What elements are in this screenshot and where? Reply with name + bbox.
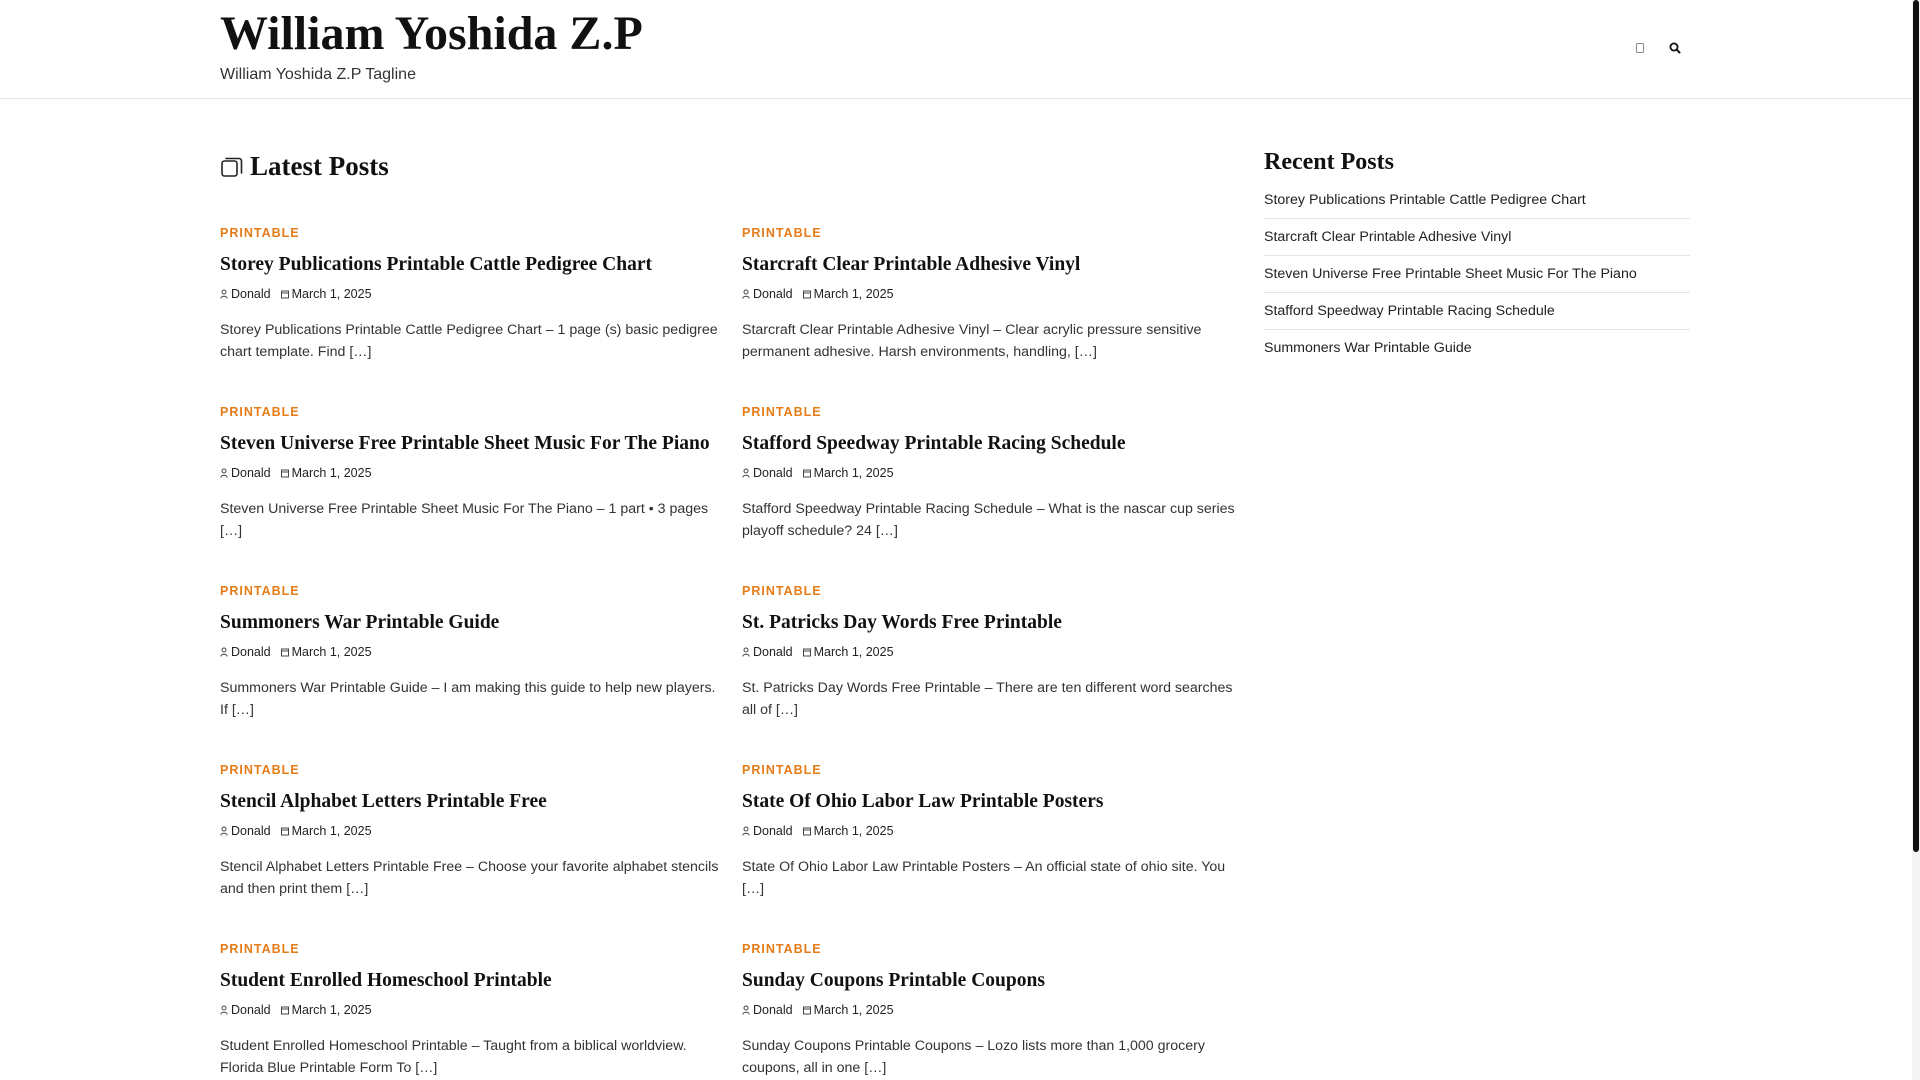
post-author[interactable]	[742, 1002, 793, 1018]
post-date[interactable]	[803, 286, 894, 302]
post-author-name: Donald	[753, 645, 793, 659]
post-title-link[interactable]: Summoners War Printable Guide	[220, 612, 500, 633]
post-title-link[interactable]: Sunday Coupons Printable Coupons	[742, 970, 1045, 991]
post-card	[742, 582, 1242, 721]
post-author[interactable]	[220, 465, 271, 481]
post-meta	[220, 465, 720, 481]
post-author[interactable]	[220, 286, 271, 302]
post-meta	[742, 644, 1242, 660]
post-date-text: March 1, 2025	[291, 466, 372, 480]
user-icon	[742, 289, 750, 299]
post-author-name: Donald	[231, 645, 271, 659]
post-meta	[742, 823, 1242, 839]
calendar-icon	[803, 647, 811, 657]
recent-post-link[interactable]: Storey Publications Printable Cattle Pedigree Chart	[1264, 182, 1690, 219]
post-author[interactable]	[742, 465, 793, 481]
post-card	[742, 761, 1242, 900]
post-meta	[220, 644, 720, 660]
post-author-name: Donald	[753, 466, 793, 480]
post-date[interactable]	[281, 286, 372, 302]
post-author[interactable]	[742, 644, 793, 660]
user-icon	[742, 468, 750, 478]
user-icon	[220, 289, 228, 299]
post-meta	[742, 465, 1242, 481]
calendar-icon	[281, 468, 289, 478]
post-author-name: Donald	[753, 1003, 793, 1017]
post-date[interactable]	[281, 1002, 372, 1018]
calendar-icon	[803, 826, 811, 836]
post-title-link[interactable]: Steven Universe Free Printable Sheet Music For The Piano	[220, 433, 710, 454]
post-excerpt: Sunday Coupons Printable Coupons – Lozo lists more than 1,000 grocery coupons, all in one […]	[742, 1038, 1205, 1076]
post-date[interactable]	[803, 644, 894, 660]
post-date-text: March 1, 2025	[291, 824, 372, 838]
recent-post-link[interactable]: Summoners War Printable Guide	[1264, 340, 1472, 356]
post-category-link[interactable]: PRINTABLE	[220, 226, 300, 240]
post-date-text: March 1, 2025	[291, 645, 372, 659]
post-title-link[interactable]: Storey Publications Printable Cattle Pedigree Chart	[220, 254, 653, 275]
search-icon[interactable]	[1667, 40, 1683, 56]
post-card	[742, 940, 1242, 1079]
post-date-text: March 1, 2025	[813, 824, 894, 838]
scrollbar-thumb[interactable]	[1913, 0, 1919, 852]
user-icon	[220, 1005, 228, 1015]
calendar-icon	[281, 647, 289, 657]
calendar-icon	[803, 468, 811, 478]
user-icon	[220, 468, 228, 478]
calendar-icon	[281, 826, 289, 836]
post-excerpt: St. Patricks Day Words Free Printable – There are ten different word searches all of […]	[742, 680, 1233, 718]
post-category-link[interactable]: PRINTABLE	[220, 942, 300, 956]
post-excerpt: Storey Publications Printable Cattle Pedigree Chart – 1 page (s) basic pedigree chart template. Find […]	[220, 322, 718, 360]
post-author-name: Donald	[231, 824, 271, 838]
post-title-link[interactable]: Student Enrolled Homeschool Printable	[220, 970, 552, 991]
recent-post-link[interactable]: Starcraft Clear Printable Adhesive Vinyl	[1264, 219, 1690, 256]
post-author-name: Donald	[753, 824, 793, 838]
post-card	[220, 403, 720, 542]
post-category-link[interactable]: PRINTABLE	[220, 405, 300, 419]
recent-posts-list	[1264, 182, 1690, 366]
calendar-icon	[281, 289, 289, 299]
post-category-link[interactable]: PRINTABLE	[742, 942, 822, 956]
post-date-text: March 1, 2025	[813, 466, 894, 480]
calendar-icon	[803, 289, 811, 299]
user-icon	[742, 647, 750, 657]
posts-stack-icon	[220, 154, 244, 178]
post-date[interactable]	[803, 1002, 894, 1018]
post-meta	[220, 286, 720, 302]
recent-post-link[interactable]: Stafford Speedway Printable Racing Schedule	[1264, 293, 1690, 330]
section-title: Latest Posts	[250, 150, 389, 181]
post-author-name: Donald	[753, 287, 793, 301]
post-card	[742, 224, 1242, 363]
post-excerpt: State Of Ohio Labor Law Printable Posters – An official state of ohio site. You […]	[742, 859, 1226, 897]
post-title-link[interactable]: Starcraft Clear Printable Adhesive Vinyl	[742, 254, 1081, 275]
post-card	[220, 224, 720, 363]
post-date-text: March 1, 2025	[813, 287, 894, 301]
post-excerpt: Starcraft Clear Printable Adhesive Vinyl – Clear acrylic pressure sensitive permanent adhesive. Harsh environments, handling, […]	[742, 322, 1202, 360]
post-meta	[742, 1002, 1242, 1018]
post-date-text: March 1, 2025	[291, 287, 372, 301]
post-excerpt: Stafford Speedway Printable Racing Schedule – What is the nascar cup series playoff schedule? 24 […]	[742, 501, 1235, 539]
calendar-icon	[281, 1005, 289, 1015]
post-excerpt: Stencil Alphabet Letters Printable Free – Choose your favorite alphabet stencils and then print them […]	[220, 859, 719, 897]
post-author-name: Donald	[231, 466, 271, 480]
mode-toggle-icon[interactable]	[1632, 40, 1648, 56]
post-title-link[interactable]: State Of Ohio Labor Law Printable Posters	[742, 791, 1104, 812]
post-title-link[interactable]: St. Patricks Day Words Free Printable	[742, 612, 1062, 633]
user-icon	[220, 826, 228, 836]
post-category-link[interactable]: PRINTABLE	[742, 584, 822, 598]
post-date[interactable]	[803, 823, 894, 839]
post-card	[742, 403, 1242, 542]
user-icon	[742, 826, 750, 836]
post-date[interactable]	[281, 465, 372, 481]
post-category-link[interactable]: PRINTABLE	[742, 763, 822, 777]
recent-posts-title: Recent Posts	[1264, 149, 1394, 175]
post-category-link[interactable]: PRINTABLE	[742, 226, 822, 240]
post-date-text: March 1, 2025	[813, 1003, 894, 1017]
post-author-name: Donald	[231, 287, 271, 301]
post-author[interactable]	[220, 823, 271, 839]
post-card	[220, 940, 720, 1079]
post-title-link[interactable]: Stafford Speedway Printable Racing Schedule	[742, 433, 1126, 454]
calendar-icon	[803, 1005, 811, 1015]
post-category-link[interactable]: PRINTABLE	[742, 405, 822, 419]
post-category-link[interactable]: PRINTABLE	[220, 584, 300, 598]
post-author[interactable]	[220, 1002, 271, 1018]
post-date[interactable]	[281, 644, 372, 660]
post-category-link[interactable]: PRINTABLE	[220, 763, 300, 777]
site-title[interactable]: William Yoshida Z.P	[220, 7, 643, 60]
post-meta	[220, 1002, 720, 1018]
post-meta	[742, 286, 1242, 302]
post-excerpt: Summoners War Printable Guide – I am making this guide to help new players. If […]	[220, 680, 716, 718]
post-date[interactable]	[281, 823, 372, 839]
post-excerpt: Student Enrolled Homeschool Printable – Taught from a biblical worldview. Florida Blue Printable Form To […]	[220, 1038, 687, 1076]
sidebar	[1264, 146, 1690, 366]
post-date[interactable]	[803, 465, 894, 481]
post-card	[220, 582, 720, 721]
post-card	[220, 761, 720, 900]
post-date-text: March 1, 2025	[291, 1003, 372, 1017]
post-author-name: Donald	[231, 1003, 271, 1017]
post-author[interactable]	[742, 823, 793, 839]
post-title-link[interactable]: Stencil Alphabet Letters Printable Free	[220, 791, 547, 812]
site-header	[0, 0, 1912, 99]
post-author[interactable]	[220, 644, 271, 660]
user-icon	[742, 1005, 750, 1015]
post-meta	[220, 823, 720, 839]
post-date-text: March 1, 2025	[813, 645, 894, 659]
post-author[interactable]	[742, 286, 793, 302]
latest-posts-heading	[220, 148, 389, 184]
recent-post-link[interactable]: Steven Universe Free Printable Sheet Music For The Piano	[1264, 256, 1690, 293]
site-tagline: William Yoshida Z.P Tagline	[220, 66, 416, 83]
post-excerpt: Steven Universe Free Printable Sheet Music For The Piano – 1 part • 3 pages […]	[220, 501, 709, 539]
user-icon	[220, 647, 228, 657]
